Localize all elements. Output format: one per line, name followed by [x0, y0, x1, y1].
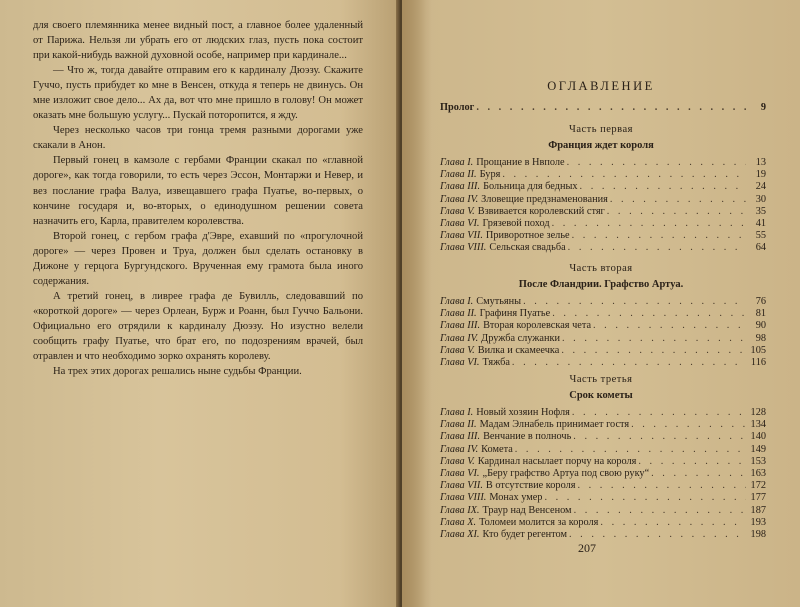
toc-chapter-label: Глава VI. — [440, 468, 480, 479]
toc-chapter-page: 24 — [755, 181, 766, 193]
toc-chapter-title: Кардинал насылает порчу на короля — [477, 455, 637, 467]
toc-chapter-label: Глава VIII. — [440, 242, 487, 254]
paragraph: — Что ж, тогда давайте отправим его к кардиналу Дюэзу. Скажите Гуччо, пусть прибудет ко мне в Венсен, откуда я теперь не двинусь. Он мне изложит свое дело... Ах да, вот что мне пришло в голову! Он может оказать мне большую услугу... Пускай поторопится, я жду. — [33, 65, 363, 122]
toc-chapter-page: 64 — [755, 242, 766, 254]
toc-chapter-page: 153 — [750, 455, 766, 467]
toc-chapter-title: Смутьяны — [476, 296, 522, 307]
toc-chapter-page: 105 — [750, 344, 766, 356]
toc-chapter-row — [440, 241, 766, 254]
toc-chapter-title: Кто будет регентом — [482, 529, 568, 540]
toc-leader-dots — [600, 516, 746, 529]
toc-leader-dots — [512, 356, 746, 369]
toc-leader-dots — [580, 180, 746, 193]
toc-chapter-row — [440, 504, 766, 517]
toc-chapter-row — [440, 193, 766, 206]
toc-leader-dots — [552, 217, 746, 230]
paragraph: Первый гонец в камзоле с гербами Франции скакал по «главной дороге», как тогда говорили, то есть через Эссон, Монтаржи и Невер, и вез послание графа Валуа, извещавшего графа Пуатье, во-первых, о кончине государя и, во-вторых, о единодушном решении совета назначить его, Карла, правителем королевства. — [33, 155, 363, 227]
paragraph: для своего племянника менее видный пост, а главное более удаленный от Парижа. Нельзя ли убрать его от людских глаз, пусть пока состоит при какой-нибудь важной духовной особе, например при кардинале... — [33, 20, 363, 62]
toc-chapter-label: Глава V. — [440, 344, 475, 356]
toc-chapter-title: Толомеи молится за короля — [479, 516, 599, 528]
toc-chapter-page: 98 — [755, 332, 766, 344]
toc-title: ОГЛАВЛЕНИЕ — [547, 79, 655, 93]
toc-chapter-label: Глава I. — [440, 407, 474, 418]
toc-chapter-row — [440, 455, 766, 468]
toc-chapter-page: 13 — [755, 157, 766, 168]
toc-chapter-row — [440, 295, 766, 308]
toc-leader-dots — [638, 455, 746, 468]
paragraph: Через несколько часов три гонца тремя разными дорогами уже скакали в Анон. — [33, 125, 363, 152]
toc-chapter-row — [440, 418, 766, 431]
toc-chapter-label: Глава VIII. — [440, 492, 487, 504]
toc-chapter-row — [440, 406, 766, 419]
toc-chapter-label: Глава II. — [440, 308, 477, 320]
toc-chapter-title: Мадам Элнабель принимает гостя — [479, 419, 630, 431]
toc-chapter-row — [440, 467, 766, 480]
toc-chapter-title: Вторая королевская чета — [483, 320, 592, 332]
toc-chapter-page: 128 — [750, 407, 766, 418]
toc-chapter-row — [440, 344, 766, 357]
toc-leader-dots — [572, 229, 746, 242]
toc-chapter-page: 198 — [750, 529, 766, 540]
toc-chapter-title: Буря — [479, 169, 501, 181]
toc-chapter-title: Грязевой поход — [482, 218, 550, 229]
toc-chapter-title: Больница для бедных — [483, 181, 578, 193]
toc-leader-dots — [562, 332, 746, 345]
toc-chapter-page: 134 — [750, 419, 766, 431]
toc-chapter-title: Монах умер — [489, 492, 543, 504]
toc-chapter-page: 55 — [755, 230, 766, 242]
toc-prolog-title: Пролог — [440, 102, 475, 113]
toc-chapter-label: Глава VII. — [440, 230, 483, 242]
toc-prolog-page: 9 — [760, 102, 766, 113]
toc-chapter-page: 19 — [755, 169, 766, 181]
toc-chapter-row — [440, 491, 766, 504]
toc-chapter-title: Тяжба — [482, 357, 510, 368]
toc-chapter-label: Глава VII. — [440, 480, 483, 492]
toc-chapter-row — [440, 156, 766, 169]
toc-chapter-page: 140 — [750, 431, 766, 443]
toc-chapter-page: 193 — [750, 516, 766, 528]
toc-chapter-page: 187 — [750, 504, 766, 516]
toc-part-subtitle: Срок кометы — [569, 390, 633, 401]
toc-chapter-page: 90 — [755, 320, 766, 332]
toc-chapter-title: Вилка и скамеечка — [477, 344, 560, 356]
toc-leader-dots — [607, 205, 746, 218]
toc-chapter-row — [440, 180, 766, 193]
toc-chapter-title: Графиня Пуатье — [479, 308, 551, 320]
toc-leader-dots — [523, 295, 746, 308]
toc-chapter-page: 81 — [755, 308, 766, 320]
toc-chapter-label: Глава II. — [440, 169, 477, 181]
toc-chapter-page: 76 — [755, 296, 766, 307]
toc-chapter-page: 116 — [750, 357, 766, 368]
toc-chapter-title: Прощание в Нвполе — [476, 157, 565, 168]
toc-chapter-label: Глава V. — [440, 205, 475, 217]
paragraph: А третий гонец, в ливрее графа де Бувилль, следовавший по «короткой дороге» — через Орлеан, Бурж и Роанн, был Гуччо Бальони. Официально его отрядили к кардиналу Дюэзу. Но изустно велели сообщить графу Пуатье, что брат его, по подозрениям врачей, был отравлен и что необходимо зорко охранять королеву. — [33, 290, 363, 363]
toc-chapter-row — [440, 217, 766, 230]
toc-chapter-page: 30 — [755, 193, 766, 205]
toc-leader-dots — [651, 467, 746, 480]
toc-part-title: Часть первая — [569, 124, 633, 135]
toc-chapter-label: Глава XI. — [440, 529, 480, 540]
toc-chapter-label: Глава III. — [440, 431, 481, 443]
toc-chapter-row — [440, 479, 766, 492]
toc-leader-dots — [593, 319, 746, 332]
toc-chapter-row — [440, 205, 766, 218]
toc-leader-dots — [631, 418, 746, 431]
toc-chapter-row — [440, 356, 766, 369]
toc-chapter-row — [440, 332, 766, 345]
toc-leader-dots — [574, 504, 746, 517]
toc-chapter-label: Глава IV. — [440, 193, 479, 205]
toc-chapter-row — [440, 516, 766, 529]
toc-chapter-label: Глава VI. — [440, 357, 480, 368]
toc-chapter-page: 41 — [755, 218, 766, 229]
toc-part-subtitle: Франция ждет короля — [548, 140, 654, 151]
toc-chapter-label: Глава VI. — [440, 218, 480, 229]
toc-leader-dots — [561, 344, 746, 357]
toc-leader-dots — [573, 430, 746, 443]
toc-leader-dots — [568, 241, 746, 254]
toc-leader-dots — [552, 307, 746, 320]
toc-chapter-label: Глава IV. — [440, 332, 479, 344]
toc-chapter-label: Глава II. — [440, 419, 477, 431]
toc-chapter-page: 177 — [750, 492, 766, 504]
toc-leader-dots — [610, 193, 746, 206]
toc-leader-dots — [569, 528, 746, 541]
toc-chapter-title: „Беру графство Артуа под свою руку“ — [482, 468, 650, 479]
toc-chapter-label: Глава V. — [440, 455, 475, 467]
toc-chapter-title: Комета — [481, 443, 513, 455]
toc-chapter-row — [440, 528, 766, 541]
toc-chapter-page: 35 — [755, 205, 766, 217]
paragraph: На трех этих дорогах решались ныне судьбы Франции. — [53, 366, 302, 378]
toc-part-title: Часть вторая — [569, 263, 633, 274]
toc-chapter-title: Дружба служанки — [481, 332, 561, 344]
toc-part-title: Часть третья — [569, 374, 633, 385]
toc-chapter-title: Зловещие предзнаменования — [481, 193, 608, 205]
toc-chapter-page: 149 — [750, 443, 766, 455]
toc-chapter-row — [440, 430, 766, 443]
toc-chapter-page: 172 — [750, 480, 766, 492]
toc-chapter-label: Глава I. — [440, 157, 474, 168]
toc-leader-dots — [515, 443, 746, 456]
toc-chapter-title: Траур над Венсеном — [482, 504, 572, 516]
toc-chapter-label: Глава IV. — [440, 443, 479, 455]
paragraph: Второй гонец, с гербом графа д'Эвре, ехавший по «прогулочной дороге» — через Провен и Труа, должен был сделать остановку в Дижоне у герцога Бургундского. Врученная ему грамота была иного содержания. — [33, 230, 363, 287]
toc-chapter-row — [440, 229, 766, 242]
toc-chapter-row — [440, 319, 766, 332]
toc-chapter-page: 163 — [750, 468, 766, 479]
toc-chapter-title: Взвивается королевский стяг — [477, 205, 605, 217]
toc-prolog — [440, 101, 766, 114]
toc-chapter-title: Новый хозяин Нофля — [476, 407, 570, 418]
toc-leader-dots — [476, 101, 746, 114]
toc-chapter-label: Глава III. — [440, 320, 481, 332]
toc-leader-dots — [572, 406, 746, 419]
toc-chapter-title: Венчание в полночь — [483, 431, 572, 443]
page-number: 207 — [578, 541, 596, 555]
toc-chapter-row — [440, 168, 766, 181]
toc-chapter-label: Глава III. — [440, 181, 481, 193]
toc-leader-dots — [567, 156, 746, 169]
toc-part-subtitle: После Фландрии. Графство Артуа. — [518, 279, 684, 290]
toc-leader-dots — [502, 168, 746, 181]
toc-chapter-row — [440, 443, 766, 456]
toc-chapter-row — [440, 307, 766, 320]
toc-chapter-title: В отсутствие короля — [485, 480, 576, 492]
toc-leader-dots — [577, 479, 746, 492]
left-page-text — [33, 18, 363, 379]
toc-chapter-title: Приворотное зелье — [485, 230, 570, 242]
toc-leader-dots — [544, 491, 746, 504]
toc-chapter-title: Сельская свадьба — [489, 242, 566, 254]
toc-chapter-label: Глава I. — [440, 296, 474, 307]
toc-chapter-label: Глава IX. — [440, 504, 480, 516]
toc-chapter-label: Глава X. — [440, 516, 477, 528]
